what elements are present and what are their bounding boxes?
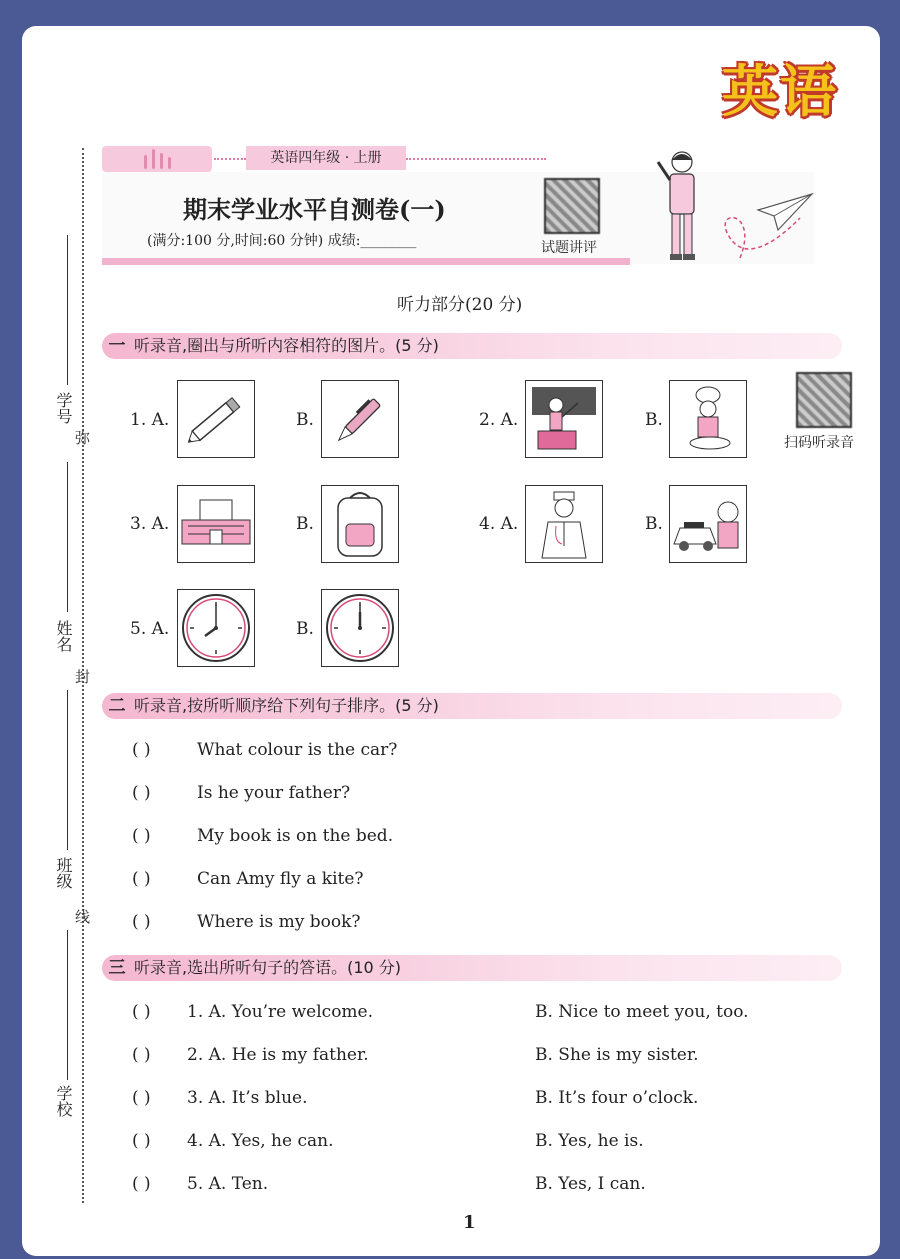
dotted-connector: [214, 158, 246, 160]
option-b: B. Nice to meet you, too.: [535, 1002, 749, 1022]
answer-blank[interactable]: ( ): [132, 826, 151, 846]
binding-rule: [67, 930, 68, 1080]
binding-rule: [67, 462, 68, 612]
seal-char: 线: [75, 908, 91, 926]
school-icon[interactable]: [177, 485, 255, 563]
option-label: B.: [296, 410, 314, 430]
question-number: 1. A.: [130, 410, 170, 430]
option-a: 5. A. Ten.: [187, 1174, 269, 1194]
class-label: 班级: [54, 857, 73, 889]
section-number: 二: [108, 696, 126, 716]
option-a: 1. A. You’re welcome.: [187, 1002, 374, 1022]
clock-twelve-icon[interactable]: [321, 589, 399, 667]
clock-eight-icon[interactable]: [177, 589, 255, 667]
student-number-label: 学号: [54, 392, 73, 424]
driver-icon[interactable]: [669, 485, 747, 563]
sentence-item: Is he your father?: [197, 783, 351, 803]
option-b: B. It’s four o’clock.: [535, 1088, 699, 1108]
binding-rule: [67, 235, 68, 385]
answer-blank[interactable]: ( ): [132, 1174, 151, 1194]
answer-blank[interactable]: ( ): [132, 912, 151, 932]
page-number: 1: [463, 1212, 476, 1233]
option-b: B. Yes, he is.: [535, 1131, 644, 1151]
section-number: 三: [108, 958, 126, 978]
section-title: 听录音,按所听顺序给下列句子排序。(5 分): [134, 696, 439, 715]
question-number: 4. A.: [479, 514, 519, 534]
answer-blank[interactable]: ( ): [132, 740, 151, 760]
question-number: 3. A.: [130, 514, 170, 534]
exam-title: 期末学业水平自测卷(一): [183, 195, 446, 224]
answer-blank[interactable]: ( ): [132, 1088, 151, 1108]
question-number: 5. A.: [130, 619, 170, 639]
pen-icon[interactable]: [321, 380, 399, 458]
sentence-item: What colour is the car?: [197, 740, 398, 760]
option-a: 3. A. It’s blue.: [187, 1088, 308, 1108]
answer-blank[interactable]: ( ): [132, 1045, 151, 1065]
name-label: 姓名: [54, 620, 73, 652]
sentence-item: My book is on the bed.: [197, 826, 394, 846]
answer-blank[interactable]: ( ): [132, 783, 151, 803]
option-label: B.: [296, 619, 314, 639]
tree-decoration: [102, 146, 212, 172]
option-a: 2. A. He is my father.: [187, 1045, 369, 1065]
doctor-icon[interactable]: [525, 485, 603, 563]
answer-blank[interactable]: ( ): [132, 1131, 151, 1151]
grade-tab: 英语四年级 · 上册: [246, 146, 406, 170]
header-underline: [102, 258, 630, 265]
binding-rule: [67, 690, 68, 850]
option-b: B. Yes, I can.: [535, 1174, 646, 1194]
question-number: 2. A.: [479, 410, 519, 430]
section-title: 听录音,选出所听句子的答语。(10 分): [134, 958, 402, 977]
schoolbag-icon[interactable]: [321, 485, 399, 563]
cook-icon[interactable]: [669, 380, 747, 458]
audio-qr-label: 扫码听录音: [784, 435, 854, 451]
option-a: 4. A. Yes, he can.: [187, 1131, 334, 1151]
school-label: 学校: [54, 1085, 73, 1117]
sentence-item: Where is my book?: [197, 912, 361, 932]
option-label: B.: [645, 410, 663, 430]
seal-char: 封: [75, 668, 91, 686]
option-label: B.: [296, 514, 314, 534]
section-title: 听录音,圈出与所听内容相符的图片。(5 分): [134, 336, 439, 355]
seal-char: 弥: [75, 429, 91, 447]
listening-part-title: 听力部分(20 分): [397, 295, 523, 315]
audio-qr-code-icon[interactable]: [796, 372, 852, 428]
option-label: B.: [645, 514, 663, 534]
review-qr-label: 试题讲评: [541, 240, 597, 256]
option-b: B. She is my sister.: [535, 1045, 699, 1065]
sentence-item: Can Amy fly a kite?: [197, 869, 364, 889]
exam-subtitle: (满分:100 分,时间:60 分钟) 成绩:________: [147, 233, 417, 249]
teacher-icon[interactable]: [525, 380, 603, 458]
subject-badge: 英语: [722, 60, 838, 125]
answer-blank[interactable]: ( ): [132, 869, 151, 889]
dotted-connector: [406, 158, 546, 160]
answer-blank[interactable]: ( ): [132, 1002, 151, 1022]
boy-paper-plane-illustration: [640, 148, 816, 268]
section-number: 一: [108, 336, 126, 356]
review-qr-code-icon[interactable]: [544, 178, 600, 234]
pencil-icon[interactable]: [177, 380, 255, 458]
